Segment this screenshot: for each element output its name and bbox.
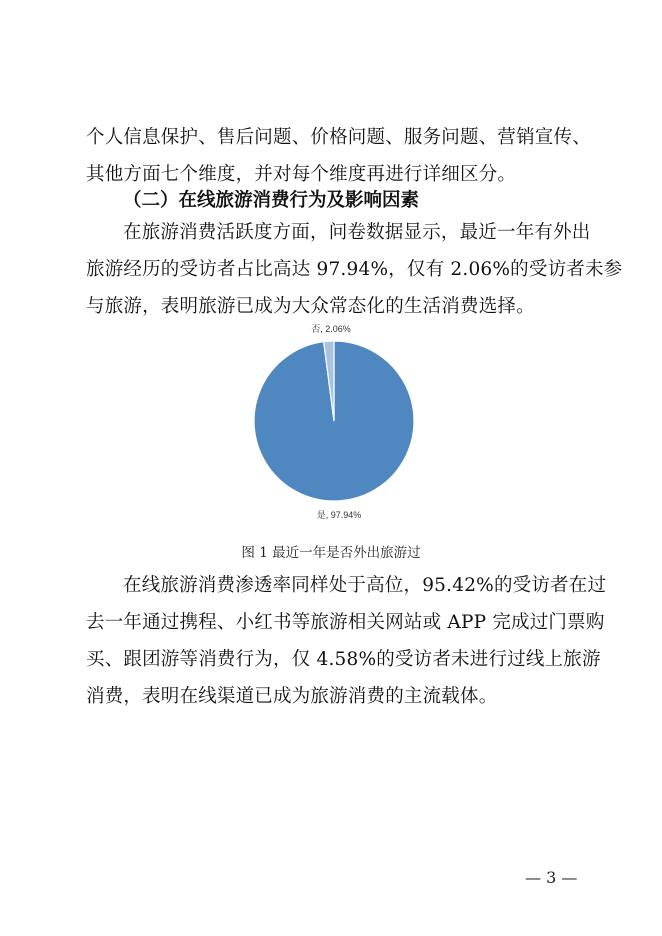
paragraph-line: 消费，表明在线渠道已成为旅游消费的主流载体。 [86, 686, 498, 707]
paragraph-line: 其他方面七个维度，并对每个维度再进行详细区分。 [86, 164, 517, 185]
paragraph-line: 去一年通过携程、小红书等旅游相关网站或 APP 完成过门票购 [86, 612, 605, 633]
paragraph-line: 在线旅游消费渗透率同样处于高位，95.42%的受访者在过 [123, 575, 607, 596]
pie-chart-svg [230, 318, 440, 528]
paragraph-line: 与旅游，表明旅游已成为大众常态化的生活消费选择。 [86, 296, 535, 317]
paragraph-line: 买、跟团游等消费行为，仅 4.58%的受访者未进行过线上旅游 [86, 649, 601, 670]
paragraph-line: 个人信息保护、售后问题、价格问题、服务问题、营销宣传、 [86, 127, 591, 148]
section-heading: （二）在线旅游消费行为及影响因素 [123, 190, 420, 211]
page-number: — 3 — [525, 868, 578, 887]
paragraph-online [86, 567, 607, 715]
pie-chart [230, 318, 440, 528]
paragraph-line: 旅游经历的受访者占比高达 97.94%，仅有 2.06%的受访者未参 [86, 259, 623, 280]
figure-caption: 图 1 最近一年是否外出旅游过 [241, 545, 421, 561]
paragraph-line: 在旅游消费活跃度方面，问卷数据显示，最近一年有外出 [123, 222, 591, 243]
pie-label-no: 否, 2.06% [311, 324, 351, 334]
pie-label-yes: 是, 97.94% [316, 510, 362, 520]
paragraph-activity [86, 214, 623, 325]
